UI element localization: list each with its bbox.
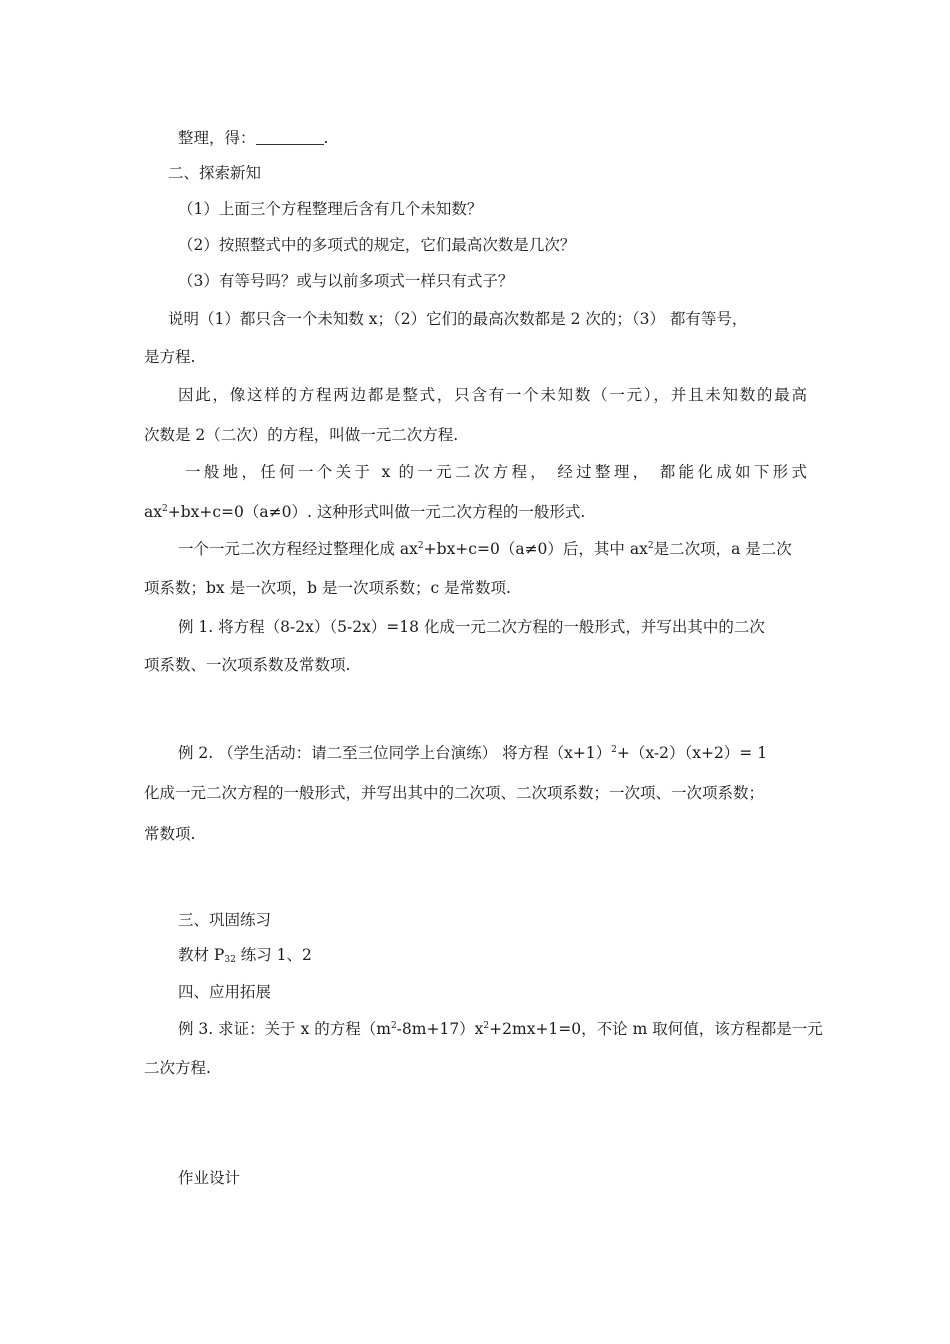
definition-line-2: 次数是 2（二次）的方程，叫做一元二次方程. [144,426,459,444]
section-heading-practice: 三、巩固练习 [178,911,272,929]
example-1-line-1: 例 1. 将方程（8-2x）（5-2x）=18 化成一元二次方程的一般形式，并写出其中的二次 [178,618,765,636]
section-heading-explore: 二、探索新知 [168,164,262,182]
general-form-line-2: $ax^2+bx+c=0(a\ne 0)$. 这种形式叫做一元二次方程的一般形式. [144,503,586,521]
coefficient-line-2: 项系数；bx 是一次项，b 是一次项系数；c 是常数项. [144,579,511,597]
explanation-line-1: 说明（1）都只含一个未知数 x；（2）它们的最高次数都是 2 次的；（3） 都有等号， [168,310,748,328]
example-2-line-3: 常数项. [144,825,196,843]
answer-blank [256,130,324,145]
question-2: （2）按照整式中的多项式的规定，它们最高次数是几次？ [178,236,576,254]
question-1: （1）上面三个方程整理后含有几个未知数？ [178,200,483,218]
example-3-line-2: 二次方程. [144,1059,211,1077]
example-3-line-1: 例 3. 求证：关于 x 的方程$(m^2-8m+17)x^2+2mx+1=0$，不论 m 取何值，该方程都是一元 [178,1020,823,1038]
general-form-line-1: 一般地，任何一个关于 x 的一元二次方程， 经过整理， 都能化成如下形式 [185,463,807,481]
line-organize-result: 整理，得： . [178,129,329,147]
example-2-line-1: 例 2. （学生活动：请二至三位同学上台演练） 将方程$(x+1)^2+(x-2)(x+2)= 1$ [178,744,768,762]
explanation-line-2: 是方程. [144,348,196,366]
coefficient-line-1: 一个一元二次方程经过整理化成 $ax^2+bx+c=0(a\ne 0)$后，其中 $ax^2$是二次项，a 是二次 [178,540,792,558]
definition-line-1: 因此，像这样的方程两边都是整式，只含有一个未知数（一元），并且未知数的最高 [178,386,807,404]
example-2-line-2: 化成一元二次方程的一般形式，并写出其中的二次项、二次项系数；一次项、一次项系数； [144,784,765,802]
question-3: （3）有等号吗？或与以前多项式一样只有式子？ [178,272,514,290]
section-heading-homework: 作业设计 [178,1169,241,1187]
section-heading-extension: 四、应用拓展 [178,983,272,1001]
example-1-line-2: 项系数、一次项系数及常数项. [144,656,351,674]
textbook-exercise: 教材 $P_{32}$ 练习 1、2 [178,946,312,965]
